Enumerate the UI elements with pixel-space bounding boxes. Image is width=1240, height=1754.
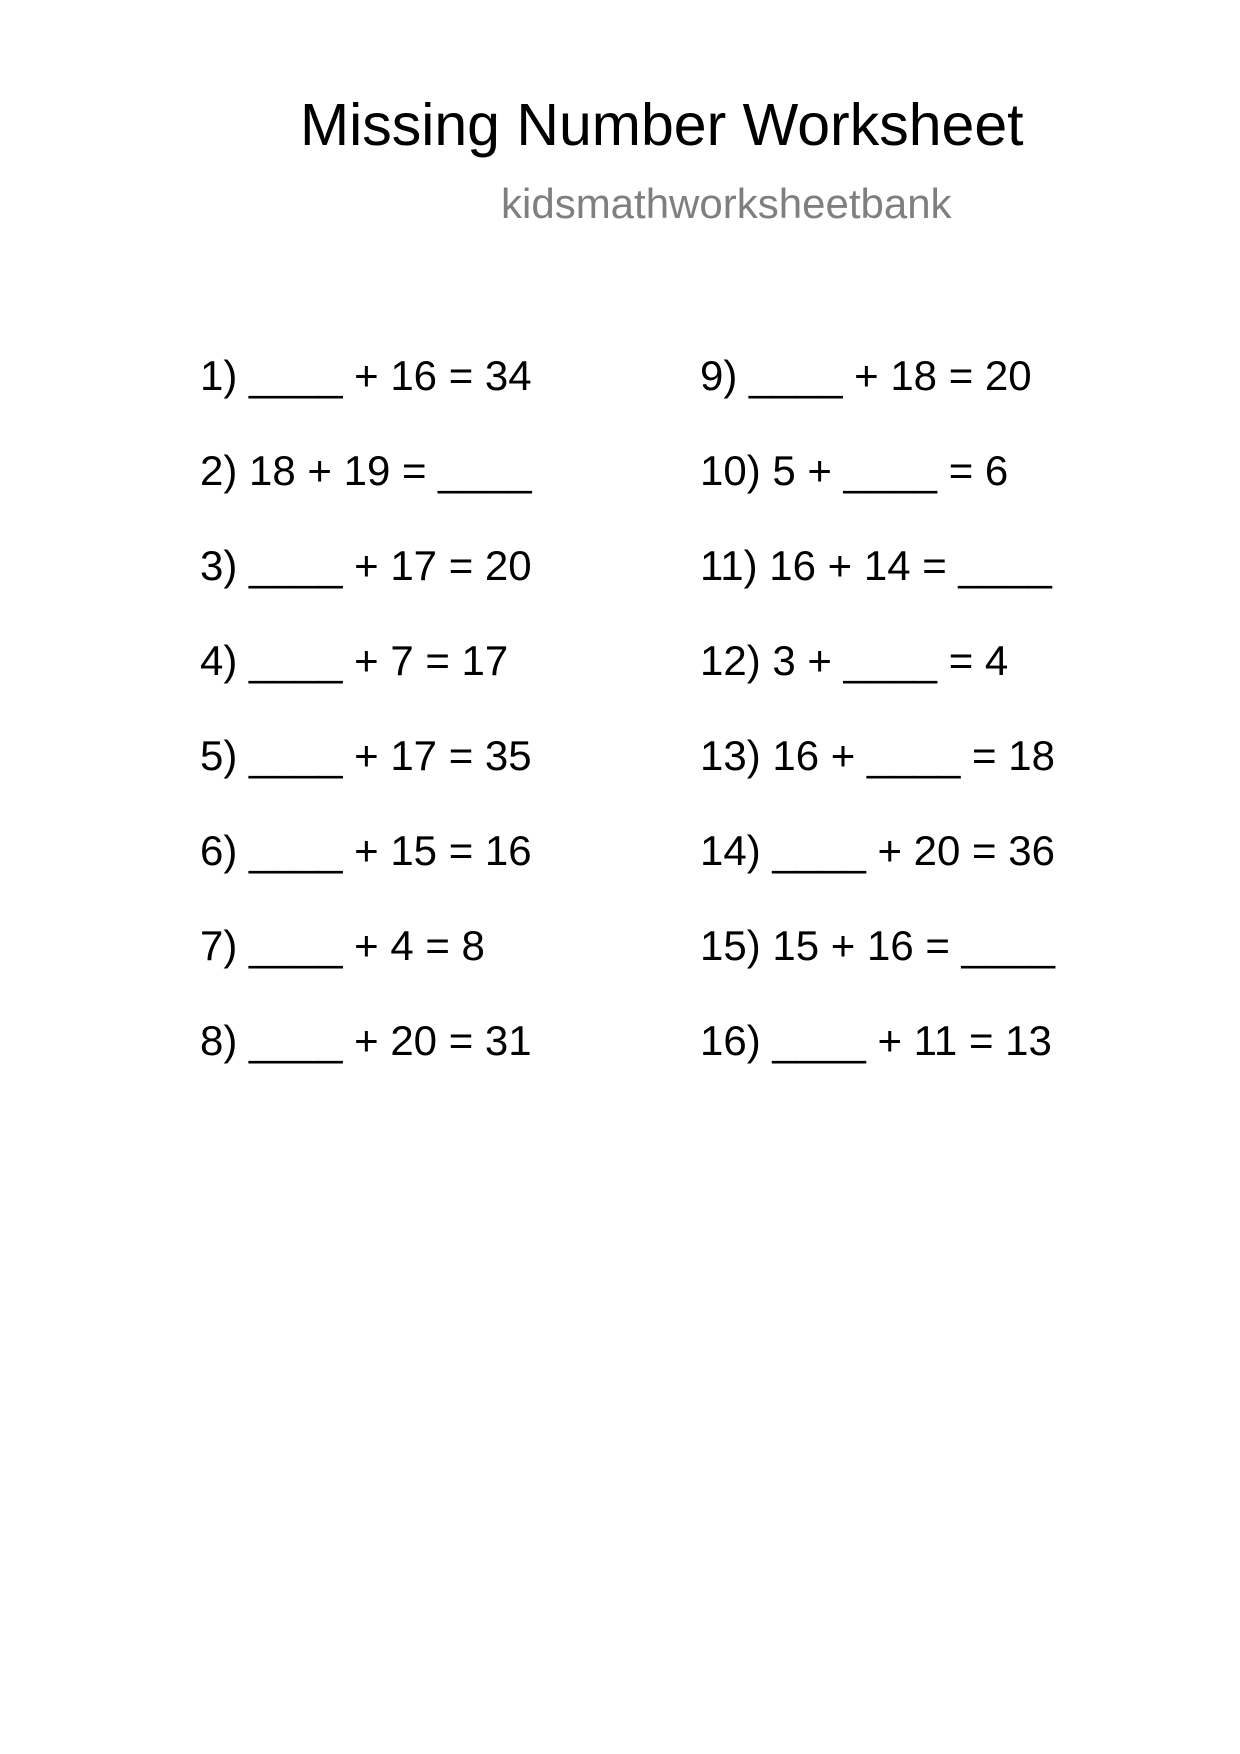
problem-15: 15) 15 + 16 = ____ [700, 922, 1055, 969]
problem-2: 2) 18 + 19 = ____ [200, 447, 532, 494]
problem-column-right [700, 352, 1055, 1112]
problem-8: 8) ____ + 20 = 31 [200, 1017, 532, 1064]
problem-7: 7) ____ + 4 = 8 [200, 922, 485, 969]
worksheet-title: Missing Number Worksheet [300, 92, 1024, 158]
problem-3: 3) ____ + 17 = 20 [200, 542, 532, 589]
problem-1: 1) ____ + 16 = 34 [200, 352, 532, 399]
problem-10: 10) 5 + ____ = 6 [700, 447, 1009, 494]
problem-11: 11) 16 + 14 = ____ [700, 542, 1052, 589]
problem-4: 4) ____ + 7 = 17 [200, 637, 509, 684]
worksheet-source: kidsmathworksheetbank [501, 180, 952, 227]
problem-6: 6) ____ + 15 = 16 [200, 827, 532, 874]
problem-12: 12) 3 + ____ = 4 [700, 637, 1009, 684]
problem-14: 14) ____ + 20 = 36 [700, 827, 1055, 874]
problem-9: 9) ____ + 18 = 20 [700, 352, 1032, 399]
problem-16: 16) ____ + 11 = 13 [700, 1017, 1052, 1064]
problem-13: 13) 16 + ____ = 18 [700, 732, 1055, 779]
problem-column-left [200, 352, 532, 1112]
problem-5: 5) ____ + 17 = 35 [200, 732, 532, 779]
